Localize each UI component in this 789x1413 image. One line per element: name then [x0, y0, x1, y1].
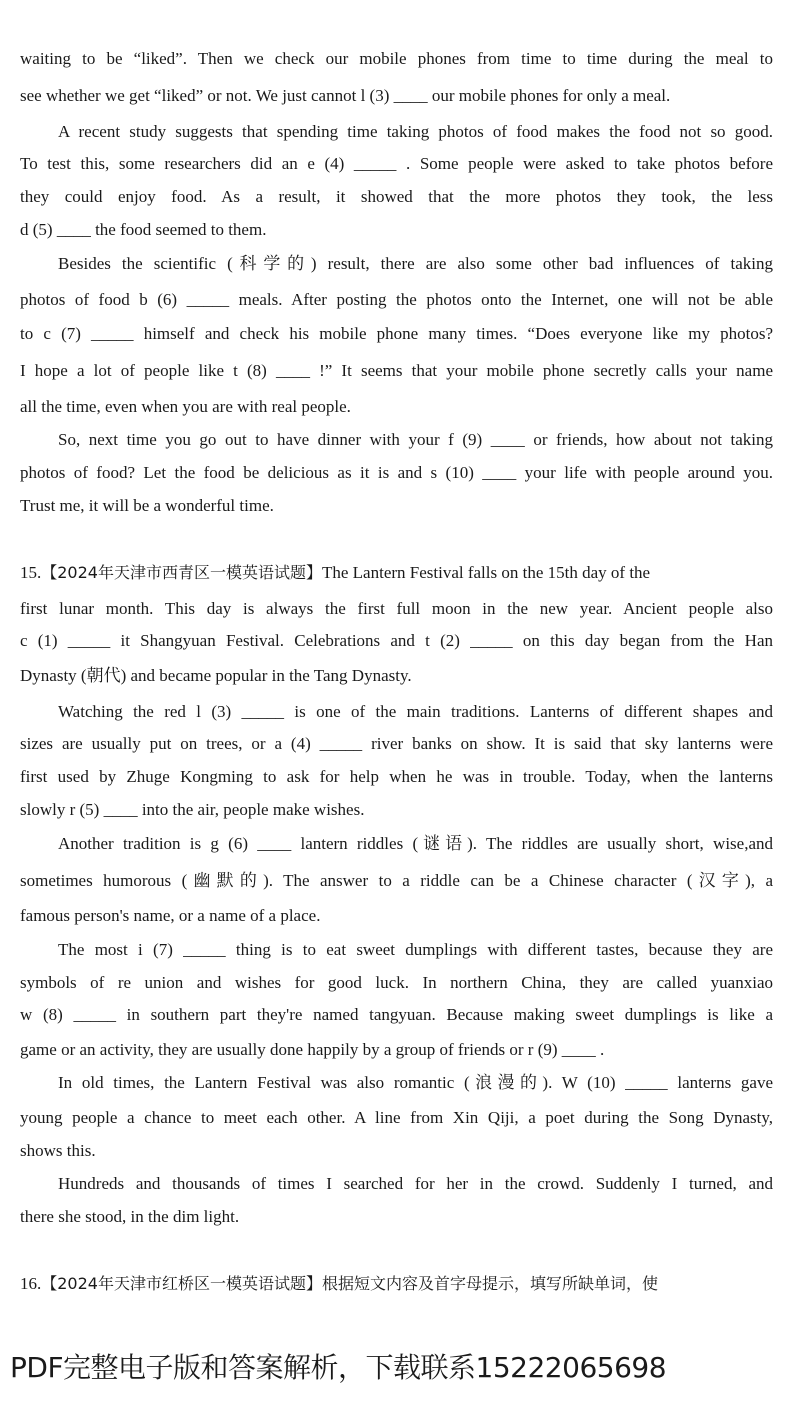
text-line: c (1) _____ it Shangyuan Festival. Celebrations and t (2) _____ on this day began from the Han: [20, 631, 773, 650]
text-line: Besides the scientific (科学的) result, there are also some other bad influences of taking: [58, 254, 773, 273]
text-line: see whether we get “liked” or not. We just cannot l (3) ____ our mobile phones for only a meal.: [20, 86, 671, 105]
text-line: all the time, even when you are with real people.: [20, 397, 351, 416]
text-line: The Lantern Festival falls on the 15th day of the: [321, 563, 651, 582]
text-line: slowly r (5) ____ into the air, people make wishes.: [20, 800, 365, 819]
text-line: Watching the red l (3) _____ is one of the main traditions. Lanterns of different shapes and: [58, 702, 773, 721]
text-line: So, next time you go out to have dinner with your f (9) ____ or friends, how about not taking: [58, 430, 773, 449]
text-line: d (5) ____ the food seemed to them.: [20, 220, 267, 239]
text-line: A recent study suggests that spending time taking photos of food makes the food not so good.: [58, 122, 773, 141]
text-line: Trust me, it will be a wonderful time.: [20, 496, 274, 515]
text-line: Dynasty (朝代) and became popular in the Tang Dynasty.: [20, 666, 412, 685]
question-header: [20, 1274, 773, 1294]
text-line: first lunar month. This day is always the first full moon in the new year. Ancient people also: [20, 599, 773, 618]
text-line: Hundreds and thousands of times I searched for her in the crowd. Suddenly I turned, and: [58, 1174, 773, 1193]
text-line: game or an activity, they are usually done happily by a group of friends or r (9) ____ .: [20, 1040, 605, 1059]
text-line: waiting to be “liked”. Then we check our mobile phones from time to time during the meal to: [20, 49, 773, 68]
text-line: To test this, some researchers did an e (4) _____ . Some people were asked to take photos before: [20, 154, 773, 173]
question-number: 15.: [20, 563, 42, 582]
text-line: Another tradition is g (6) ____ lantern riddles (谜语). The riddles are usually short, wise,and: [58, 834, 773, 853]
question-header: [20, 563, 773, 583]
question-source: 【2024年天津市西青区一模英语试题】: [41, 563, 322, 582]
question-source: 【2024年天津市红桥区一模英语试题】: [41, 1274, 322, 1293]
text-line: photos of food? Let the food be delicious as it is and s (10) ____ your life with people around you.: [20, 463, 773, 482]
text-line: w (8) _____ in southern part they're named tangyuan. Because making sweet dumplings is like a: [20, 1005, 773, 1024]
text-line: symbols of re union and wishes for good luck. In northern China, they are called yuanxiao: [20, 973, 773, 992]
text-line: The most i (7) _____ thing is to eat sweet dumplings with different tastes, because they are: [58, 940, 773, 959]
text-line: they could enjoy food. As a result, it showed that the more photos they took, the less: [20, 187, 773, 206]
question-number: 16.: [20, 1274, 42, 1293]
text-line: I hope a lot of people like t (8) ____ !” It seems that your mobile phone secretly calls your name: [20, 361, 773, 380]
text-line: sizes are usually put on trees, or a (4) _____ river banks on show. It is said that sky lanterns were: [20, 734, 773, 753]
text-line: to c (7) _____ himself and check his mobile phone many times. “Does everyone like my photos?: [20, 324, 773, 343]
text-line: famous person's name, or a name of a place.: [20, 906, 321, 925]
text-line: 根据短文内容及首字母提示，填写所缺单词，使: [321, 1274, 658, 1293]
text-line: first used by Zhuge Kongming to ask for help when he was in trouble. Today, when the lanterns: [20, 767, 773, 786]
text-line: shows this.: [20, 1141, 96, 1160]
download-contact-banner: PDF完整电子版和答案解析，下载联系15222065698: [10, 1351, 667, 1384]
text-line: there she stood, in the dim light.: [20, 1207, 240, 1226]
text-line: photos of food b (6) _____ meals. After posting the photos onto the Internet, one will not be able: [20, 290, 773, 309]
text-line: sometimes humorous (幽默的). The answer to a riddle can be a Chinese character (汉字), a: [20, 871, 773, 890]
text-line: young people a chance to meet each other. A line from Xin Qiji, a poet during the Song Dynasty,: [20, 1108, 773, 1127]
text-line: In old times, the Lantern Festival was also romantic (浪漫的). W (10) _____ lanterns gave: [58, 1073, 773, 1092]
